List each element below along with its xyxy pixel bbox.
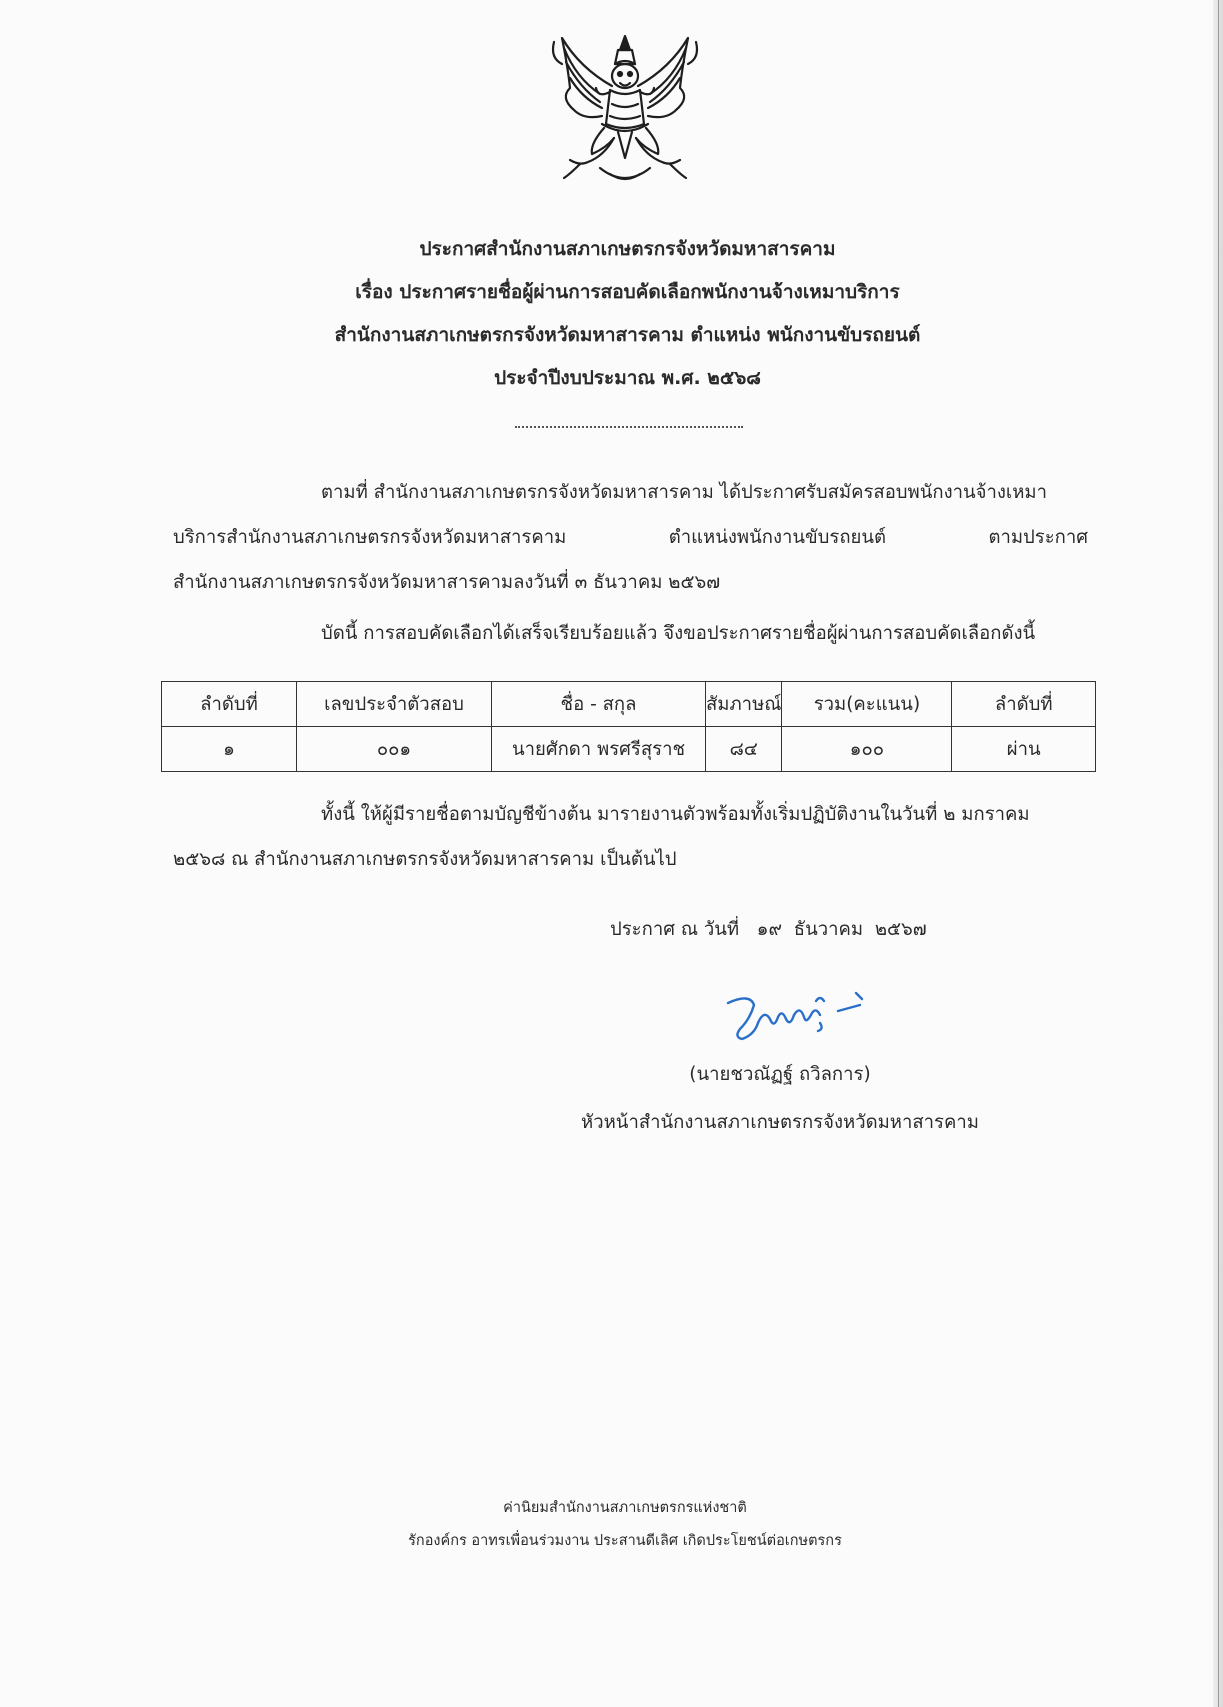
paragraph-2 [173,611,1088,656]
cell-interview: ๘๔ [706,727,782,772]
paragraph-1-line-3: สำนักงานสภาเกษตรกรจังหวัดมหาสารคามลงวันที่ ๓ ธันวาคม ๒๕๖๗ [173,572,721,593]
table-header-row [162,682,1096,727]
paragraph-2-line-1: บัดนี้ การสอบคัดเลือกได้เสร็จเรียบร้อยแล้ว จึงขอประกาศรายชื่อผู้ผ่านการสอบคัดเลือกดังนี้ [321,623,1036,644]
cell-name: นายศักดา พรศรีสุราช [492,727,706,772]
cell-exam-id: ๐๐๑ [297,727,492,772]
scan-edge-line [1218,0,1219,1707]
paragraph-1-line-2: บริการสำนักงานสภาเกษตรกรจังหวัดมหาสารคาม ตำแหน่งพนักงานขับรถยนต์ ตามประกาศ [173,527,1088,548]
footer-values-text: รักองค์กร อาทรเพื่อนร่วมงาน ประสานดีเลิศ เกิดประโยชน์ต่อเกษตรกร [408,1533,842,1549]
title-line-3: สำนักงานสภาเกษตรกรจังหวัดมหาสารคาม ตำแหน่ง พนักงานขับรถยนต์ [334,324,921,346]
title-line-4: ประจำปีงบประมาณ พ.ศ. ๒๕๖๘ [494,367,761,389]
handwritten-signature [720,985,870,1045]
column-header-total: รวม(คะแนน) [782,682,952,727]
column-header-exam-id: เลขประจำตัวสอบ [297,682,492,727]
announcement-date: ประกาศ ณ วันที่ ๑๙ ธันวาคม ๒๕๖๗ [610,919,927,940]
footer-values-title: ค่านิยมสำนักงานสภาเกษตรกรแห่งชาติ [503,1500,747,1516]
results-table [161,681,1096,772]
signer-name: (นายชวณัฏฐ์ ถวิลการ) [689,1064,871,1085]
title-line-1: ประกาศสำนักงานสภาเกษตรกรจังหวัดมหาสารคาม [419,238,836,260]
paragraph-3 [173,792,1088,882]
column-header-result: ลำดับที่ [952,682,1096,727]
column-header-rank: ลำดับที่ [162,682,297,727]
cell-rank: ๑ [162,727,297,772]
column-header-name: ชื่อ - สกุล [492,682,706,727]
cell-result: ผ่าน [952,727,1096,772]
garuda-emblem-icon [540,28,710,190]
paragraph-3-line-2: ๒๕๖๘ ณ สำนักงานสภาเกษตรกรจังหวัดมหาสารคาม เป็นต้นไป [173,849,677,870]
table-row [162,727,1096,772]
title-line-2: เรื่อง ประกาศรายชื่อผู้ผ่านการสอบคัดเลือกพนักงานจ้างเหมาบริการ [355,281,900,303]
paragraph-1 [173,470,1088,605]
paragraph-1-line-1: ตามที่ สำนักงานสภาเกษตรกรจังหวัดมหาสารคาม ได้ประกาศรับสมัครสอบพนักงานจ้างเหมา [321,482,1048,503]
cell-total: ๑๐๐ [782,727,952,772]
paragraph-3-line-1: ทั้งนี้ ให้ผู้มีรายชื่อตามบัญชีข้างต้น มารายงานตัวพร้อมทั้งเริ่มปฏิบัติงานในวันที่ ๒ มกราคม [321,804,1030,825]
document-title [150,228,1105,400]
title-divider [515,426,743,428]
signer-position: หัวหน้าสำนักงานสภาเกษตรกรจังหวัดมหาสารคาม [581,1112,979,1133]
column-header-interview: สัมภาษณ์ [706,682,782,727]
